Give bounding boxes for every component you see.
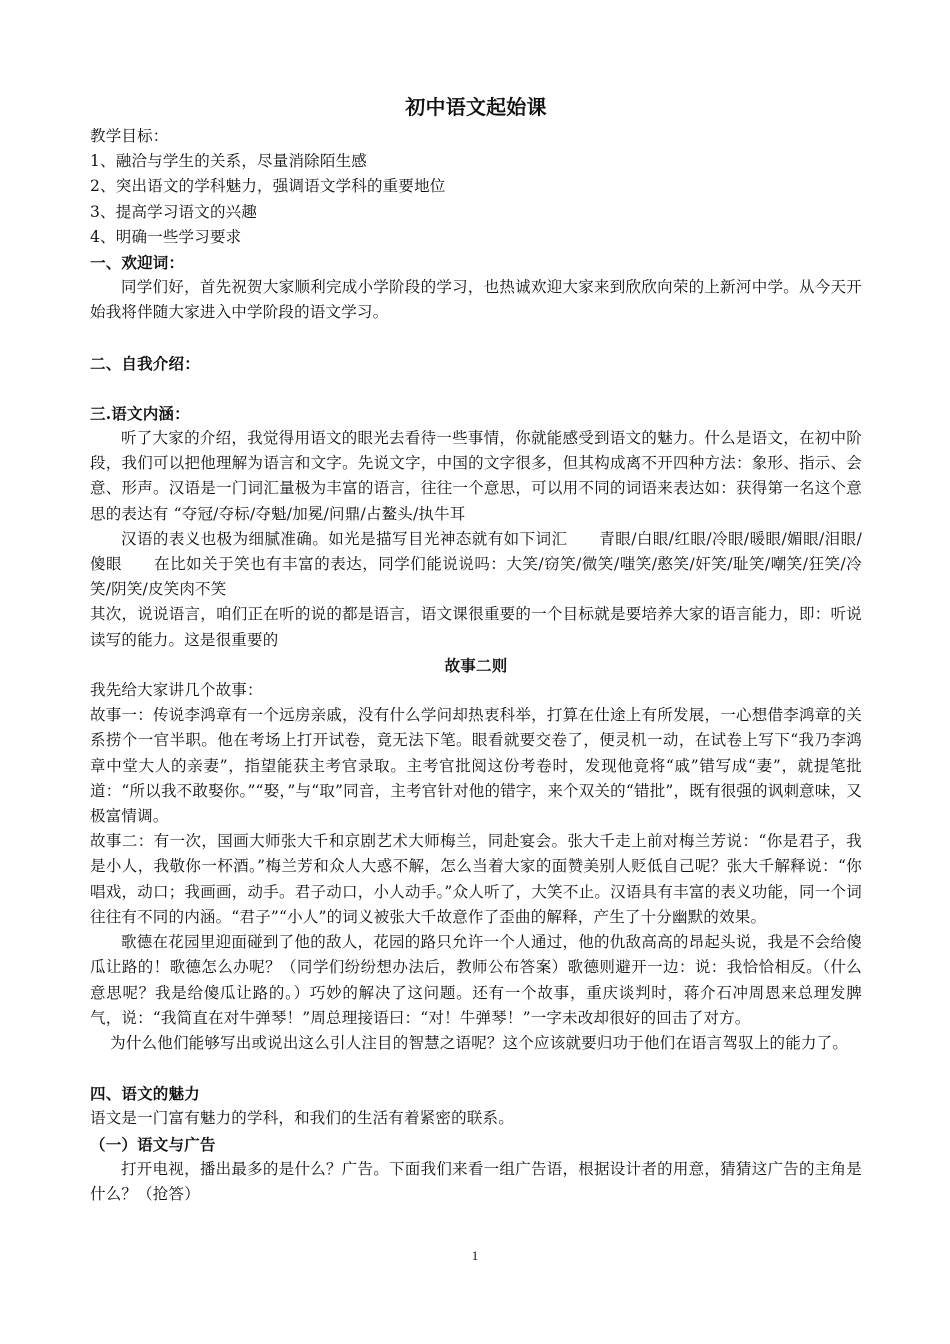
goal-item: 4、明确一些学习要求 [90, 227, 242, 246]
document-title: 初中语文起始课 [405, 95, 547, 119]
conclusion-paragraph: 为什么他们能够写出或说出这么引人注目的智慧之语呢？这个应该就要归功于他们在语言驾驭上的能力了。 [110, 1033, 849, 1052]
subsection-heading-advertising: （一）语文与广告 [90, 1134, 216, 1154]
goals-label: 教学目标： [90, 127, 169, 145]
advertising-paragraph: 打开电视，播出最多的是什么？广告。下面我们来看一组广告语，根据设计者的用意，猜猜这广告的主角是什么？（抢答） [90, 1159, 862, 1203]
section-heading-connotation: 三.语文内涵： [90, 403, 190, 423]
connotation-paragraph-1: 听了大家的介绍，我觉得用语文的眼光去看待一些事情，你就能感受到语文的魅力。什么是语文，在初中阶段，我们可以把他理解为语言和文字。先说文字，中国的文字很多，但其构成离不开四种方法：象形、指示、会意、形声。汉语是一门词汇量极为丰富的语言，往往一个意思，可以用不同的词语来表达如：获得第一名这个意思的表达有 “夺冠/夺标/夺魁/加冕/问鼎/占鳌头/执牛耳 [90, 429, 862, 523]
goal-item: 2、突出语文的学科魅力，强调语文学科的重要地位 [90, 177, 446, 196]
goal-item: 3、提高学习语文的兴趣 [90, 202, 258, 221]
story-two: 故事二：有一次，国画大师张大千和京剧艺术大师梅兰，同赴宴会。张大千走上前对梅兰芳说：“你是君子，我是小人，我敬你一杯酒。”梅兰芳和众人大惑不解，怎么当着大家的面赞美别人贬低自己呢？张大千解释说：“你唱戏，动口；我画画，动手。君子动口，小人动手。”众人听了，大笑不止。汉语具有丰富的表义功能，同一个词往往有不同的内涵。“君子”“小人”的词义被张大千故意作了歪曲的解释，产生了十分幽默的效果。 [90, 832, 862, 926]
story-goethe: 歌德在花园里迎面碰到了他的敌人，花园的路只允许一个人通过，他的仇敌高高的昂起头说，我是不会给傻瓜让路的！歌德怎么办呢？（同学们纷纷想办法后，教师公布答案）歌德则避开一边：说：我恰恰相反。（什么意思呢？我是给傻瓜让路的。）巧妙的解决了这问题。还有一个故事，重庆谈判时，蒋介石冲周恩来总理发脾气，说：“我简直在对牛弹琴！”周总理接语曰：“对！牛弹琴！”一字未改却很好的回击了对方。 [90, 933, 862, 1027]
charm-intro: 语文是一门富有魅力的学科，和我们的生活有着紧密的联系。 [90, 1109, 514, 1128]
section-heading-charm: 四、语文的魅力 [90, 1084, 200, 1104]
section-heading-self-intro: 二、自我介绍： [90, 353, 200, 373]
section-heading-welcome: 一、欢迎词： [90, 253, 185, 273]
page-number: 1 [471, 1248, 479, 1263]
story-one: 故事一：传说李鸿章有一个远房亲戚，没有什么学问却热衷科举，打算在仕途上有所发展，一心想借李鸿章的关系捞个一官半职。他在考场上打开试卷，竟无法下笔。眼看就要交卷了，便灵机一动，在试卷上写下“我乃李鸿章中堂大人的亲妻”，指望能获主考官录取。主考官批阅这份考卷时，发现他竟将“戚”错写成“妻”，就提笔批道：“所以我不敢娶你。”“娶，”与“取”同音，主考官针对他的错字，来个双关的“错批”，既有很强的讽刺意味，又极富情调。 [90, 706, 862, 826]
goal-item: 1、融洽与学生的关系，尽量消除陌生感 [90, 152, 367, 171]
welcome-paragraph: 同学们好，首先祝贺大家顺利完成小学阶段的学习，也热诚欢迎大家来到欣欣向荣的上新河中学。从今天开始我将伴随大家进入中学阶段的语文学习。 [90, 278, 862, 322]
connotation-paragraph-2: 汉语的表义也极为细腻准确。如光是描写目光神态就有如下词汇 青眼/白眼/红眼/冷眼/暖眼/媚眼/泪眼/傻眼 在比如关于笑也有丰富的表达，同学们能说说吗：大笑/窃笑/微笑/嗤笑/憨笑/奸笑/耻笑/嘲笑/狂笑/冷笑/阴笑/皮笑肉不笑 [90, 529, 862, 599]
connotation-paragraph-3: 其次，说说语言，咱们正在听的说的都是语言，语文课很重要的一个目标就是要培养大家的语言能力，即：听说读写的能力。这是很重要的 [90, 605, 862, 649]
stories-intro: 我先给大家讲几个故事： [90, 681, 263, 700]
stories-heading: 故事二则 [444, 655, 508, 675]
document-page [90, 92, 862, 1207]
